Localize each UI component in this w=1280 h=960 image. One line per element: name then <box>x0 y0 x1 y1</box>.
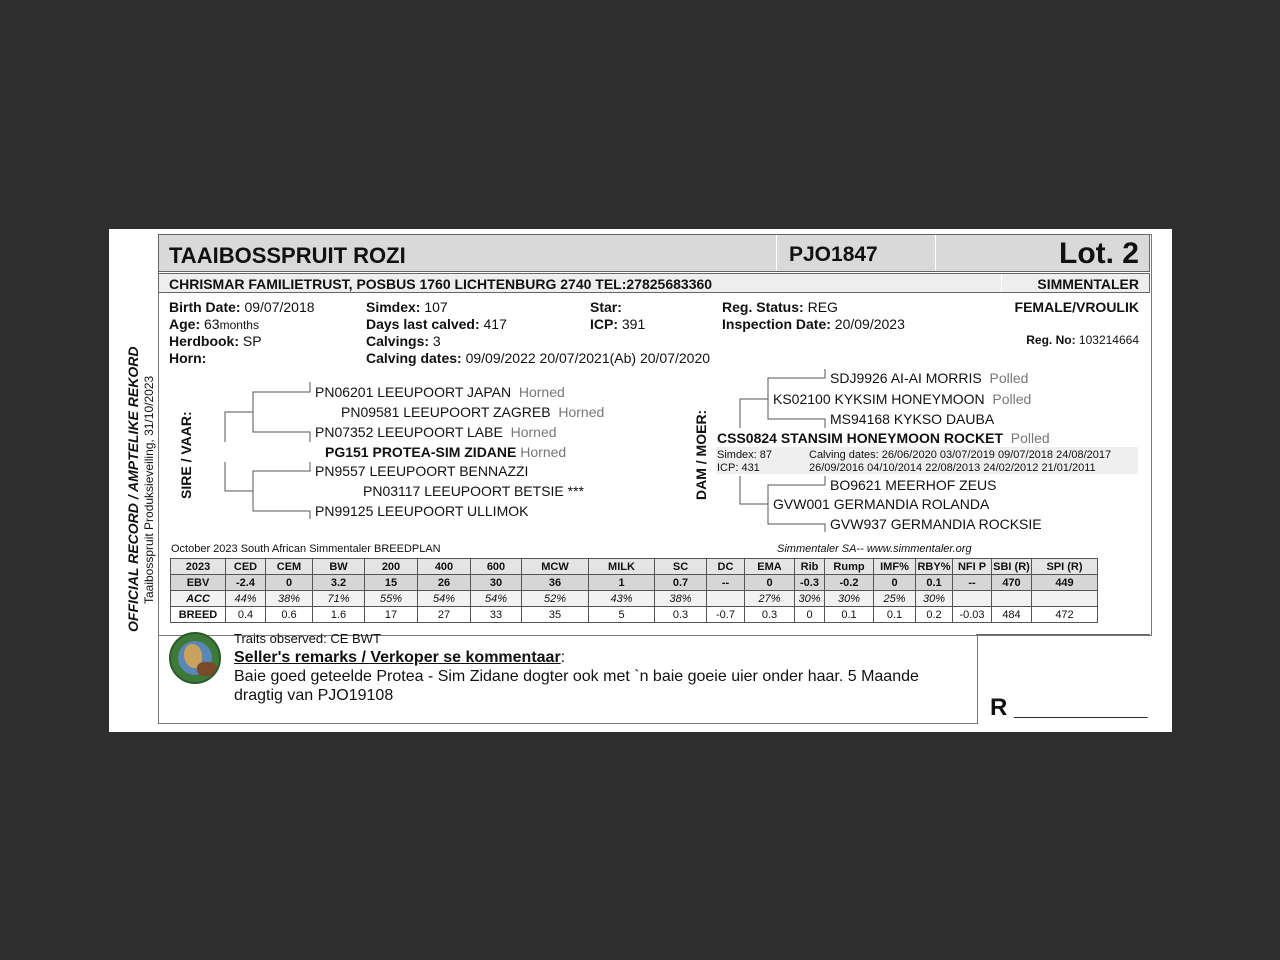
dam-sire-dam: MS94168 KYKSO DAUBA <box>830 411 995 427</box>
birth-date-row: Birth Date: 09/07/2018 <box>169 299 315 315</box>
sire-dam-sire: PN9557 LEEUPOORT BENNAZZI <box>315 463 529 479</box>
dam-sire: KS02100 KYKSIM HONEYMOON Polled <box>773 391 1032 407</box>
sire-sire-dam: PN07352 LEEUPOORT LABE Horned <box>315 424 557 440</box>
dam-calving-dates-2: 26/09/2016 04/10/2014 22/08/2013 24/02/2012 21/01/2011 <box>809 462 1096 474</box>
sire-name: PG151 PROTEA-SIM ZIDANE Horned <box>325 444 567 460</box>
dam-label: DAM / MOER: <box>693 409 709 500</box>
dam-icp: ICP: 431 <box>717 462 760 474</box>
auction-label: Taaibosspruit Produksieveiling, 31/10/2023 <box>142 375 156 604</box>
dam-dam-sire: BO9621 MEERHOF ZEUS <box>830 477 997 493</box>
sex-label: FEMALE/VROULIK <box>1014 299 1139 315</box>
official-record-label: OFFICIAL RECORD / AMPTELIKE REKORD <box>125 346 141 632</box>
dam-calving-dates-1: Calving dates: 26/06/2020 03/07/2019 09/07/2018 24/08/2017 <box>809 449 1112 461</box>
breed-name: SIMMENTALER <box>1037 276 1139 292</box>
animal-reg-id: PJO1847 <box>789 243 878 266</box>
breed-avg-row: BREED 0.4 0.6 1.6 17 27 33 35 5 0.3 -0.7 0.3 0 0.1 0.1 0.2 -0.03 484 472 <box>171 607 1098 623</box>
remarks-heading: Seller's remarks / Verkoper se kommentaar: <box>234 649 566 666</box>
sire-sire: PN09581 LEEUPOORT ZAGREB Horned <box>341 404 605 420</box>
simdex-row: Simdex: 107 <box>366 299 448 315</box>
breedplan-site: Simmentaler SA-- www.simmentaler.org <box>777 543 972 555</box>
star-row: Star: <box>590 299 622 315</box>
lot-number: Lot. 2 <box>1059 237 1139 270</box>
days-calved-row: Days last calved: 417 <box>366 316 507 332</box>
dam-simdex: Simdex: 87 <box>717 449 773 461</box>
reg-status-row: Reg. Status: REG <box>722 299 838 315</box>
animal-name: TAAIBOSSPRUIT ROZI <box>169 243 406 268</box>
reg-no-row: Reg. No: 103214664 <box>1026 333 1139 347</box>
dam-dam: GVW001 GERMANDIA ROLANDA <box>773 496 990 512</box>
remarks-line-1: Baie goed geteelde Protea - Sim Zidane dogter ook met `n baie goeie uier onder haar. 5 Maande <box>234 668 919 685</box>
ebv-header-row: 2023 CED CEM BW 200 400 600 MCW MILK SC DC EMA Rib Rump IMF% RBY% NFI P SBI (R) SPI (R) <box>171 559 1098 575</box>
sire-label: SIRE / VAAR: <box>178 411 194 499</box>
icp-row: ICP: 391 <box>590 316 646 332</box>
herdbook-row: Herdbook: SP <box>169 333 262 349</box>
dam-dam-dam: GVW937 GERMANDIA ROCKSIE <box>830 516 1042 532</box>
remarks-line-2: dragtig van PJO19108 <box>234 687 394 704</box>
simmentaler-logo-icon <box>169 632 221 684</box>
inspection-row: Inspection Date: 20/09/2023 <box>722 316 905 332</box>
acc-row: ACC 44% 38% 71% 55% 54% 54% 52% 43% 38% 27% 30% 30% 25% 30% <box>171 591 1098 607</box>
sire-dam: PN03117 LEEUPOORT BETSIE *** <box>363 483 584 499</box>
dam-name: CSS0824 STANSIM HONEYMOON ROCKET Polled <box>717 430 1050 446</box>
traits-observed: Traits observed: CE BWT <box>234 631 381 646</box>
sire-sire-sire: PN06201 LEEUPOORT JAPAN Horned <box>315 384 565 400</box>
dam-sire-sire: SDJ9926 AI-AI MORRIS Polled <box>830 370 1029 386</box>
age-row: Age: 63months <box>169 316 259 332</box>
price-field: R __________ <box>990 694 1148 721</box>
owner-text: CHRISMAR FAMILIETRUST, POSBUS 1760 LICHTENBURG 2740 TEL:27825683360 <box>169 276 713 292</box>
calving-dates-row: Calving dates: 09/09/2022 20/07/2021(Ab) 20/07/2020 <box>366 350 711 366</box>
ebv-row: EBV -2.4 0 3.2 15 26 30 36 1 0.7 -- 0 -0.3 -0.2 0 0.1 -- 470 449 <box>171 575 1098 591</box>
horn-row: Horn: <box>169 350 207 366</box>
ebv-table <box>170 558 1098 623</box>
calvings-row: Calvings: 3 <box>366 333 441 349</box>
breedplan-title: October 2023 South African Simmentaler BREEDPLAN <box>171 543 441 555</box>
sire-dam-dam: PN99125 LEEUPOORT ULLIMOK <box>315 503 529 519</box>
